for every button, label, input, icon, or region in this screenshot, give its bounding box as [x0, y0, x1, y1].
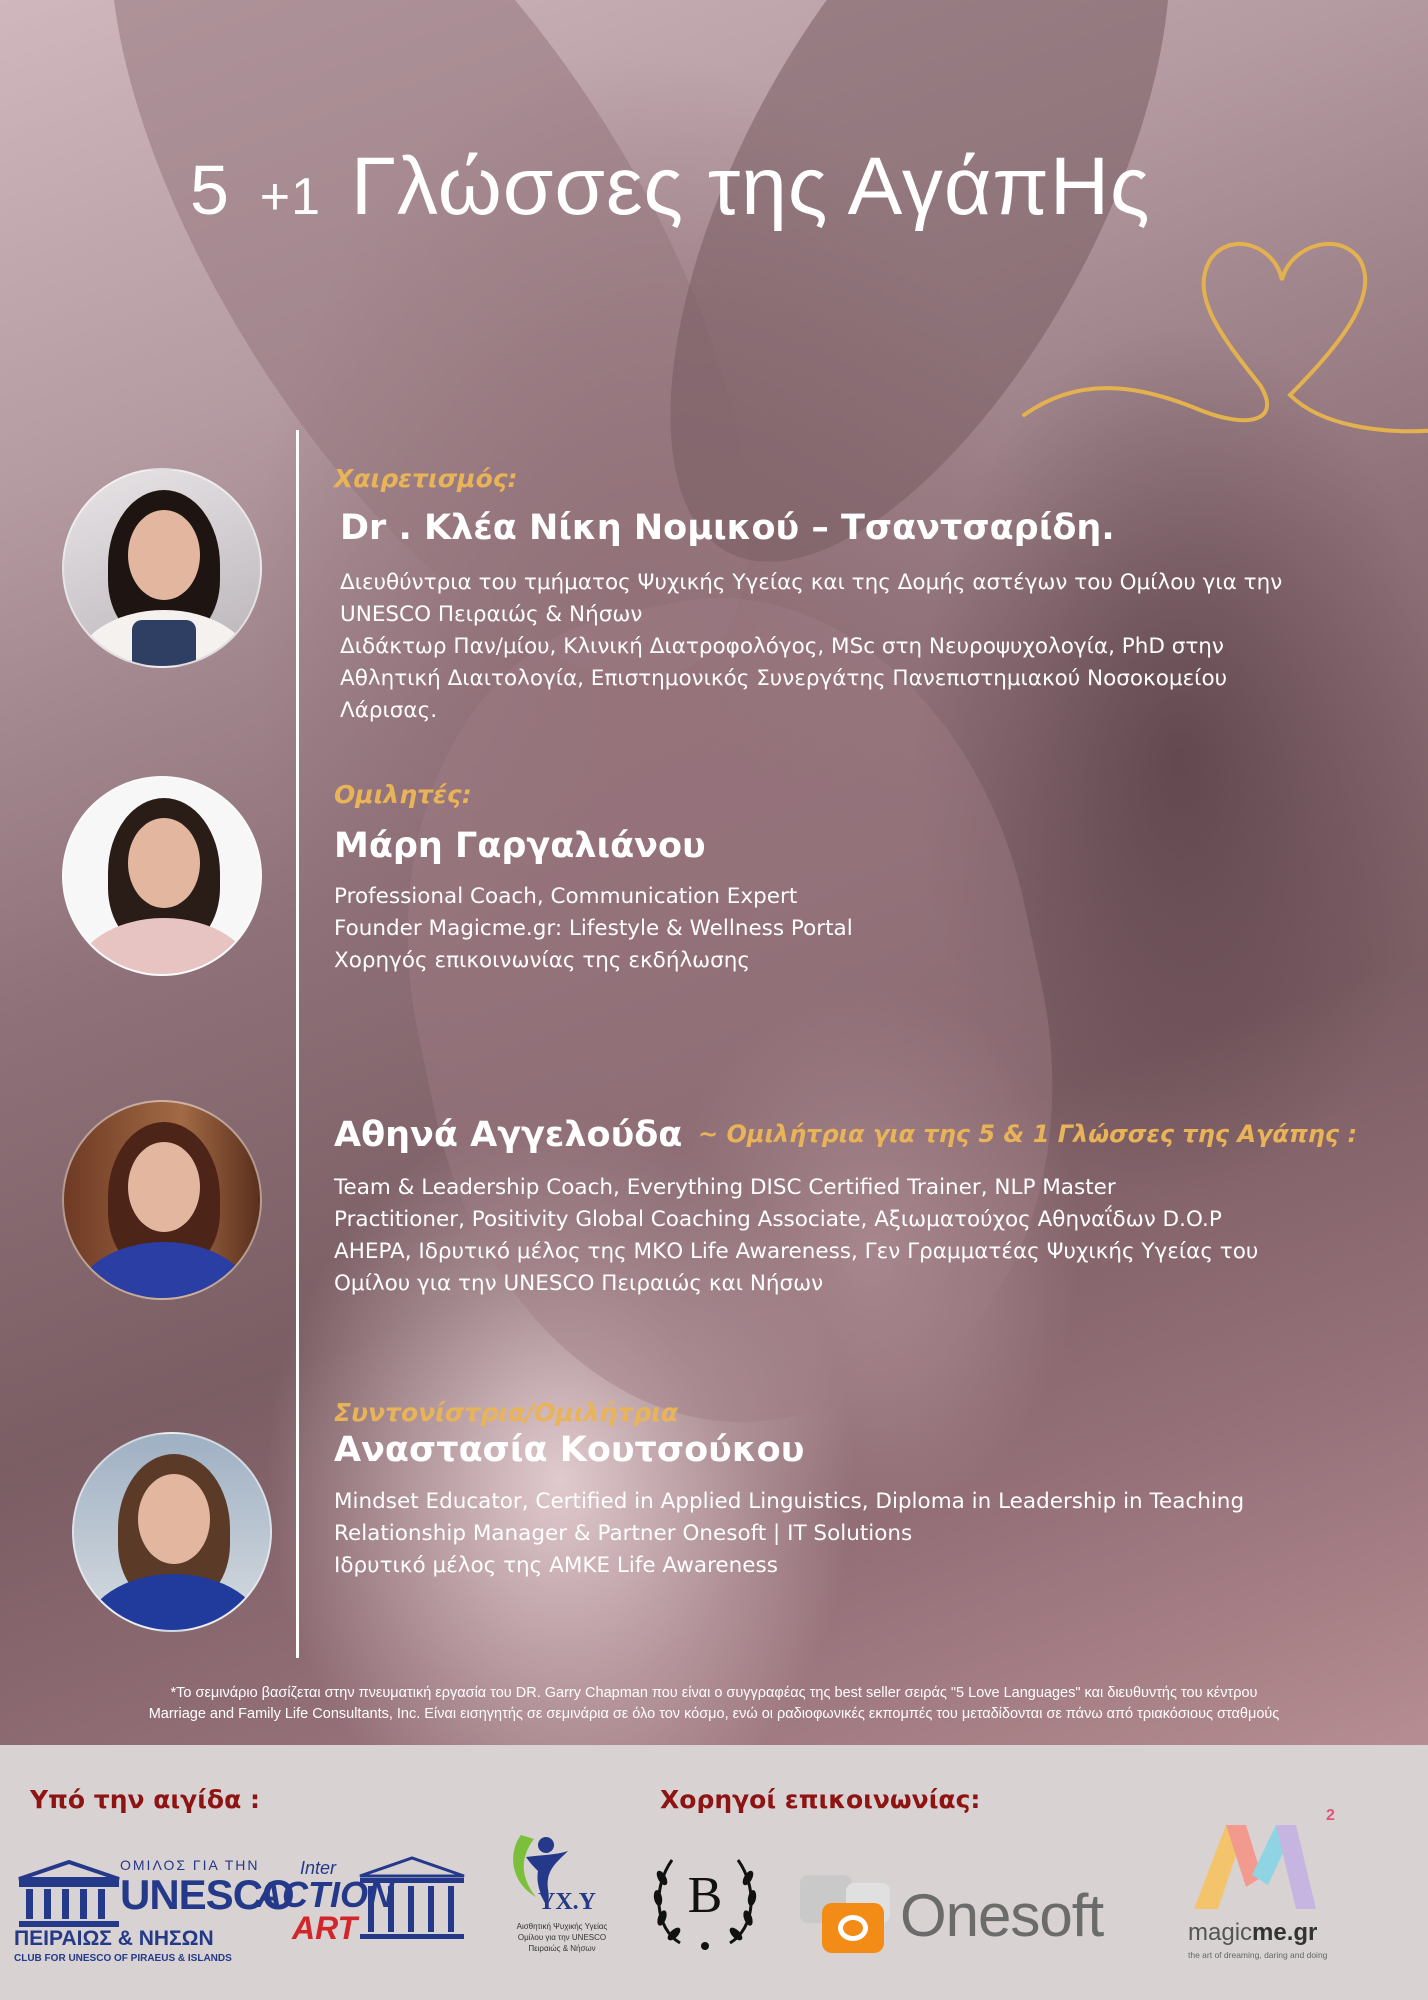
speaker-2-line: Practitioner, Positivity Global Coaching Associate, Αξιωματούχος Αθηναΐδων D.O.P: [334, 1207, 1222, 1232]
speaker-1-description: [334, 881, 853, 977]
coordinator-label: Συντονίστρια/Ομιλήτρια: [334, 1398, 679, 1427]
interaction-action-text: ACTION: [256, 1874, 394, 1915]
coordinator-name: Αναστασία Κουτσούκου: [334, 1430, 805, 1470]
unesco-small-text: CLUB FOR UNESCO OF PIRAEUS & ISLANDS: [14, 1953, 232, 1964]
avatar-speaker-1: [62, 776, 262, 976]
speaker-2-role-label: ~ Ομιλήτρια για της 5 & 1 Γλώσσες της Αγάπης :: [698, 1120, 1358, 1148]
speaker-2-name: Αθηνά Αγγελούδα: [334, 1115, 683, 1155]
greeting-label: Χαιρετισμός:: [334, 464, 518, 493]
magicme-m-icon: [1190, 1817, 1320, 1917]
speaker-1-line: Χορηγός επικοινωνίας της εκδήλωσης: [334, 948, 751, 973]
coordinator-line: Mindset Educator, Certified in Applied Linguistics, Diploma in Leadership in Teaching: [334, 1489, 1245, 1514]
greeting-line: Διευθύντρια του τμήματος Ψυχικής Υγείας και της Δομής αστέγων του Ομίλου για την: [340, 570, 1283, 595]
coordinator-description: [334, 1486, 1244, 1582]
speaker-1-name: Μάρη Γαργαλιάνου: [334, 826, 706, 866]
aegis-label: Υπό την αιγίδα :: [30, 1785, 260, 1814]
magicme-superscript: 2: [1326, 1807, 1335, 1824]
onesoft-square-orange: [822, 1903, 884, 1953]
onesoft-text: Onesoft: [900, 1882, 1104, 1949]
avatar-greeting-host: [62, 468, 262, 668]
speaker-2-line: Ομίλου για την UNESCO Πειραιώς και Νήσων: [334, 1271, 824, 1296]
greeting-line: Διδάκτωρ Παν/μίου, Κλινική Διατροφολόγος, MSc στη Νευροψυχολογία, PhD στην: [340, 634, 1224, 659]
greeting-line: Λάρισας.: [340, 698, 438, 723]
coordinator-line: Relationship Manager & Partner Onesoft | IT Solutions: [334, 1521, 913, 1546]
vertical-divider: [296, 430, 299, 1658]
onesoft-logo: [800, 1875, 1140, 1955]
yxy-sub-line: Αισθητική Ψυχικής Υγείας: [516, 1922, 608, 1931]
footnote-line: Marriage and Family Life Consultants, Inc. Είναι εισηγητής σε σεμινάρια σε όλο τον κόσμο, ενώ οι ραδιοφωνικές εκπομπές του μεταδίδονται σε πάνω από τριακόσιους σταθμούς: [148, 1706, 1280, 1722]
magicme-logo: [1180, 1807, 1350, 1967]
sponsors-label: Χορηγοί επικοινωνίας:: [660, 1785, 981, 1814]
title-plus: +1: [259, 168, 322, 226]
speaker-2-line: Team & Leadership Coach, Everything DISC Certified Trainer, NLP Master: [334, 1175, 1116, 1200]
magicme-tagline: the art of dreaming, daring and doing: [1188, 1950, 1328, 1960]
yxy-main-text: ΥΧ.Υ: [538, 1889, 596, 1915]
b-laurel-logo: [650, 1848, 760, 1953]
magicme-brand: [1188, 1919, 1317, 1947]
greeting-description: [340, 567, 1282, 727]
footnote-line: *Το σεμινάριο βασίζεται στην πνευματική εργασία του DR. Garry Chapman που είναι ο συγγραφέας της best seller σειράς "5 Love Languages" και διευθυντής του κέντρου: [170, 1685, 1258, 1701]
speaker-2-line: AHEPA, Ιδρυτικό μέλος της ΜΚΟ Life Awareness, Γεν Γραμματέας Ψυχικής Υγείας του: [334, 1239, 1259, 1264]
heart-icon: [1020, 235, 1428, 465]
speaker-1-line: Professional Coach, Communication Expert: [334, 884, 798, 909]
avatar-coordinator: [72, 1432, 272, 1632]
b-letter: B: [687, 1867, 723, 1924]
unesco-sub-text: ΠΕΙΡΑΙΩΣ & ΝΗΣΩΝ: [14, 1927, 214, 1950]
avatar-speaker-2: [62, 1100, 262, 1300]
speakers-label: Ομιλητές:: [334, 780, 472, 809]
coordinator-line: Ιδρυτικό μέλος της ΑΜΚΕ Life Awareness: [334, 1553, 778, 1578]
title-number: 5: [190, 151, 230, 229]
footnote: [20, 1683, 1408, 1725]
yxy-sub-line: Πειραιώς & Νήσων: [528, 1944, 596, 1953]
unesco-main-text: UNESCO: [120, 1871, 294, 1918]
greeting-line: UNESCO Πειραιώς & Νήσων: [340, 602, 643, 627]
temple-icon: [14, 1859, 124, 1929]
magicme-brand-b: me.gr: [1252, 1919, 1318, 1946]
poster-title: [190, 140, 1240, 234]
unesco-top-text: ΟΜΙΛΟΣ ΓΙΑ ΤΗΝ: [120, 1857, 260, 1873]
speaker-1-line: Founder Magicme.gr: Lifestyle & Wellness Portal: [334, 916, 853, 941]
interaction-inter-text: Inter: [300, 1858, 337, 1878]
magicme-brand-a: magic: [1188, 1919, 1253, 1946]
greeting-name: Dr . Κλέα Νίκη Νομικού – Τσαντσαρίδη.: [340, 508, 1115, 548]
interaction-art-text: ART: [292, 1910, 358, 1946]
yxy-sub-text: [502, 1921, 622, 1954]
sponsors-footer: [0, 1745, 1428, 2000]
unesco-club-logo: [14, 1857, 294, 1967]
speaker-2-description: [334, 1172, 1258, 1300]
title-text: Γλώσσες της ΑγάπΗς: [350, 141, 1151, 232]
greeting-line: Αθλητική Διαιτολογία, Επιστημονικός Συνεργάτης Πανεπιστημιακού Νοσοκομείου: [340, 666, 1228, 691]
yxy-logo: [502, 1827, 622, 1967]
interaction-art-logo: [256, 1850, 471, 1950]
yxy-sub-line: Ομίλου για την UNESCO: [517, 1933, 607, 1942]
